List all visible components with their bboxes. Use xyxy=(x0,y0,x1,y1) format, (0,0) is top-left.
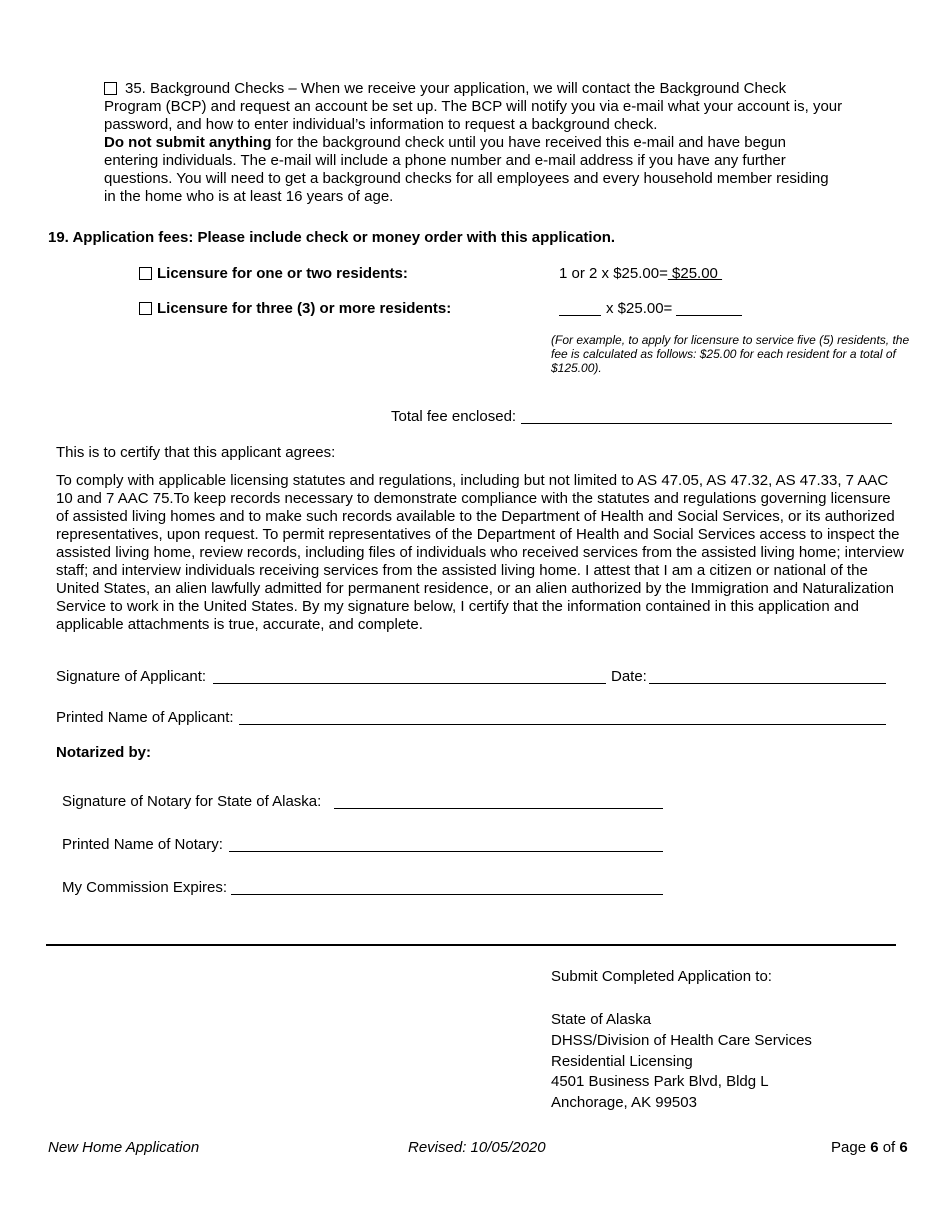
notarized-by-label: Notarized by: xyxy=(56,744,152,761)
footer-page-number xyxy=(831,1139,908,1156)
fee-option-one xyxy=(139,265,408,282)
notary-signature-label: Signature of Notary for State of Alaska: xyxy=(62,793,322,810)
resident-count-blank[interactable] xyxy=(559,315,601,316)
page-of: of xyxy=(878,1139,900,1156)
applicant-signature-label: Signature of Applicant: xyxy=(56,668,207,685)
certify-body: To comply with applicable licensing statutes and regulations, including but not limited to AS 47.05, AS 47.32, AS 47.33, 7 AAC 10 and 7 AAC 75.To keep records necessary to demonstrate compliance with the statutes and regulations governing licensure of assisted living homes and to make such records available to the Department of Health and Social Services, or its authorized representatives, upon request. To permit representatives of the Department of Health and Social Services access to inspect the assisted living home, review records, including files of individuals who received services from the assisted living home; interview staff; and interview individuals receiving services from the assisted living home. I attest that I am a citizen or national of the United States, an alien lawfully admitted for permanent residence, or an alien authorized by the Immigration and Naturalization Service to work in the United States. By my signature below, I certify that the information contained in this application and applicable attachments is true, accurate, and complete. xyxy=(56,472,904,633)
notary-signature-field[interactable] xyxy=(334,808,663,809)
fee-option-two xyxy=(139,300,451,317)
section-divider xyxy=(46,944,896,946)
submit-heading: Submit Completed Application to: xyxy=(551,968,772,985)
page-current: 6 xyxy=(870,1139,879,1156)
fee-option-two-amount-blank[interactable] xyxy=(676,315,742,316)
date-label: Date: xyxy=(611,668,647,685)
commission-expires-label: My Commission Expires: xyxy=(62,879,228,896)
fee-option-two-label: Licensure for three (3) or more residents: xyxy=(157,300,452,317)
total-fee-label: Total fee enclosed: xyxy=(391,408,517,425)
address-line: 4501 Business Park Blvd, Bldg L xyxy=(551,1073,769,1091)
footer-form-name: New Home Application xyxy=(48,1139,200,1156)
fee-option-one-label: Licensure for one or two residents: xyxy=(157,265,408,282)
item-35-rest: for the background check until you have received this e-mail and have begun entering individuals. The e-mail will include a phone number and e-mail address if you have any further questions. You will need to get a background checks for all employees and every household member residing in the home who is at least 16 years of age. xyxy=(104,134,829,205)
address-line: Anchorage, AK 99503 xyxy=(551,1094,697,1112)
fee-option-one-calc xyxy=(559,265,722,282)
certify-intro: This is to certify that this applicant agrees: xyxy=(56,444,336,461)
submit-address xyxy=(551,1010,812,1114)
page-prefix: Page xyxy=(831,1139,871,1156)
applicant-signature-field[interactable] xyxy=(213,683,606,684)
commission-expires-field[interactable] xyxy=(231,894,663,895)
fee-option-two-calc: x $25.00= xyxy=(606,300,673,317)
item-35-text: 35. Background Checks – When we receive your application, we will contact the Background Check Program (BCP) and request an account be set up. The BCP will notify you via e-mail what your account is, your password, and how to enter individual’s information to request a background check. xyxy=(104,80,843,133)
item-35-block xyxy=(104,80,844,206)
address-line: Residential Licensing xyxy=(551,1052,693,1070)
applicant-printed-name-field[interactable] xyxy=(239,724,886,725)
notary-printed-name-label: Printed Name of Notary: xyxy=(62,836,223,853)
fees-heading: 19. Application fees: Please include check or money order with this application. xyxy=(48,229,616,246)
item-35-checkbox[interactable] xyxy=(104,82,117,95)
item-35-bold-lead: Do not submit anything xyxy=(104,134,272,151)
fee-option-one-calc-prefix: 1 or 2 x $25.00= xyxy=(559,265,668,282)
fee-option-one-amount: $25.00 xyxy=(667,265,723,282)
applicant-printed-name-label: Printed Name of Applicant: xyxy=(56,709,234,726)
address-line: State of Alaska xyxy=(551,1011,652,1028)
address-line: DHSS/Division of Health Care Services xyxy=(551,1031,812,1049)
fee-option-two-checkbox[interactable] xyxy=(139,302,152,315)
fee-option-one-checkbox[interactable] xyxy=(139,267,152,280)
footer-revised-date: Revised: 10/05/2020 xyxy=(408,1139,546,1156)
notary-printed-name-field[interactable] xyxy=(229,851,663,852)
date-field[interactable] xyxy=(649,683,886,684)
total-fee-field[interactable] xyxy=(521,423,892,424)
page-total: 6 xyxy=(899,1139,908,1156)
fee-example-note: (For example, to apply for licensure to service five (5) residents, the fee is calculated as follows: $25.00 for each resident for a total of $125.00). xyxy=(551,333,910,375)
